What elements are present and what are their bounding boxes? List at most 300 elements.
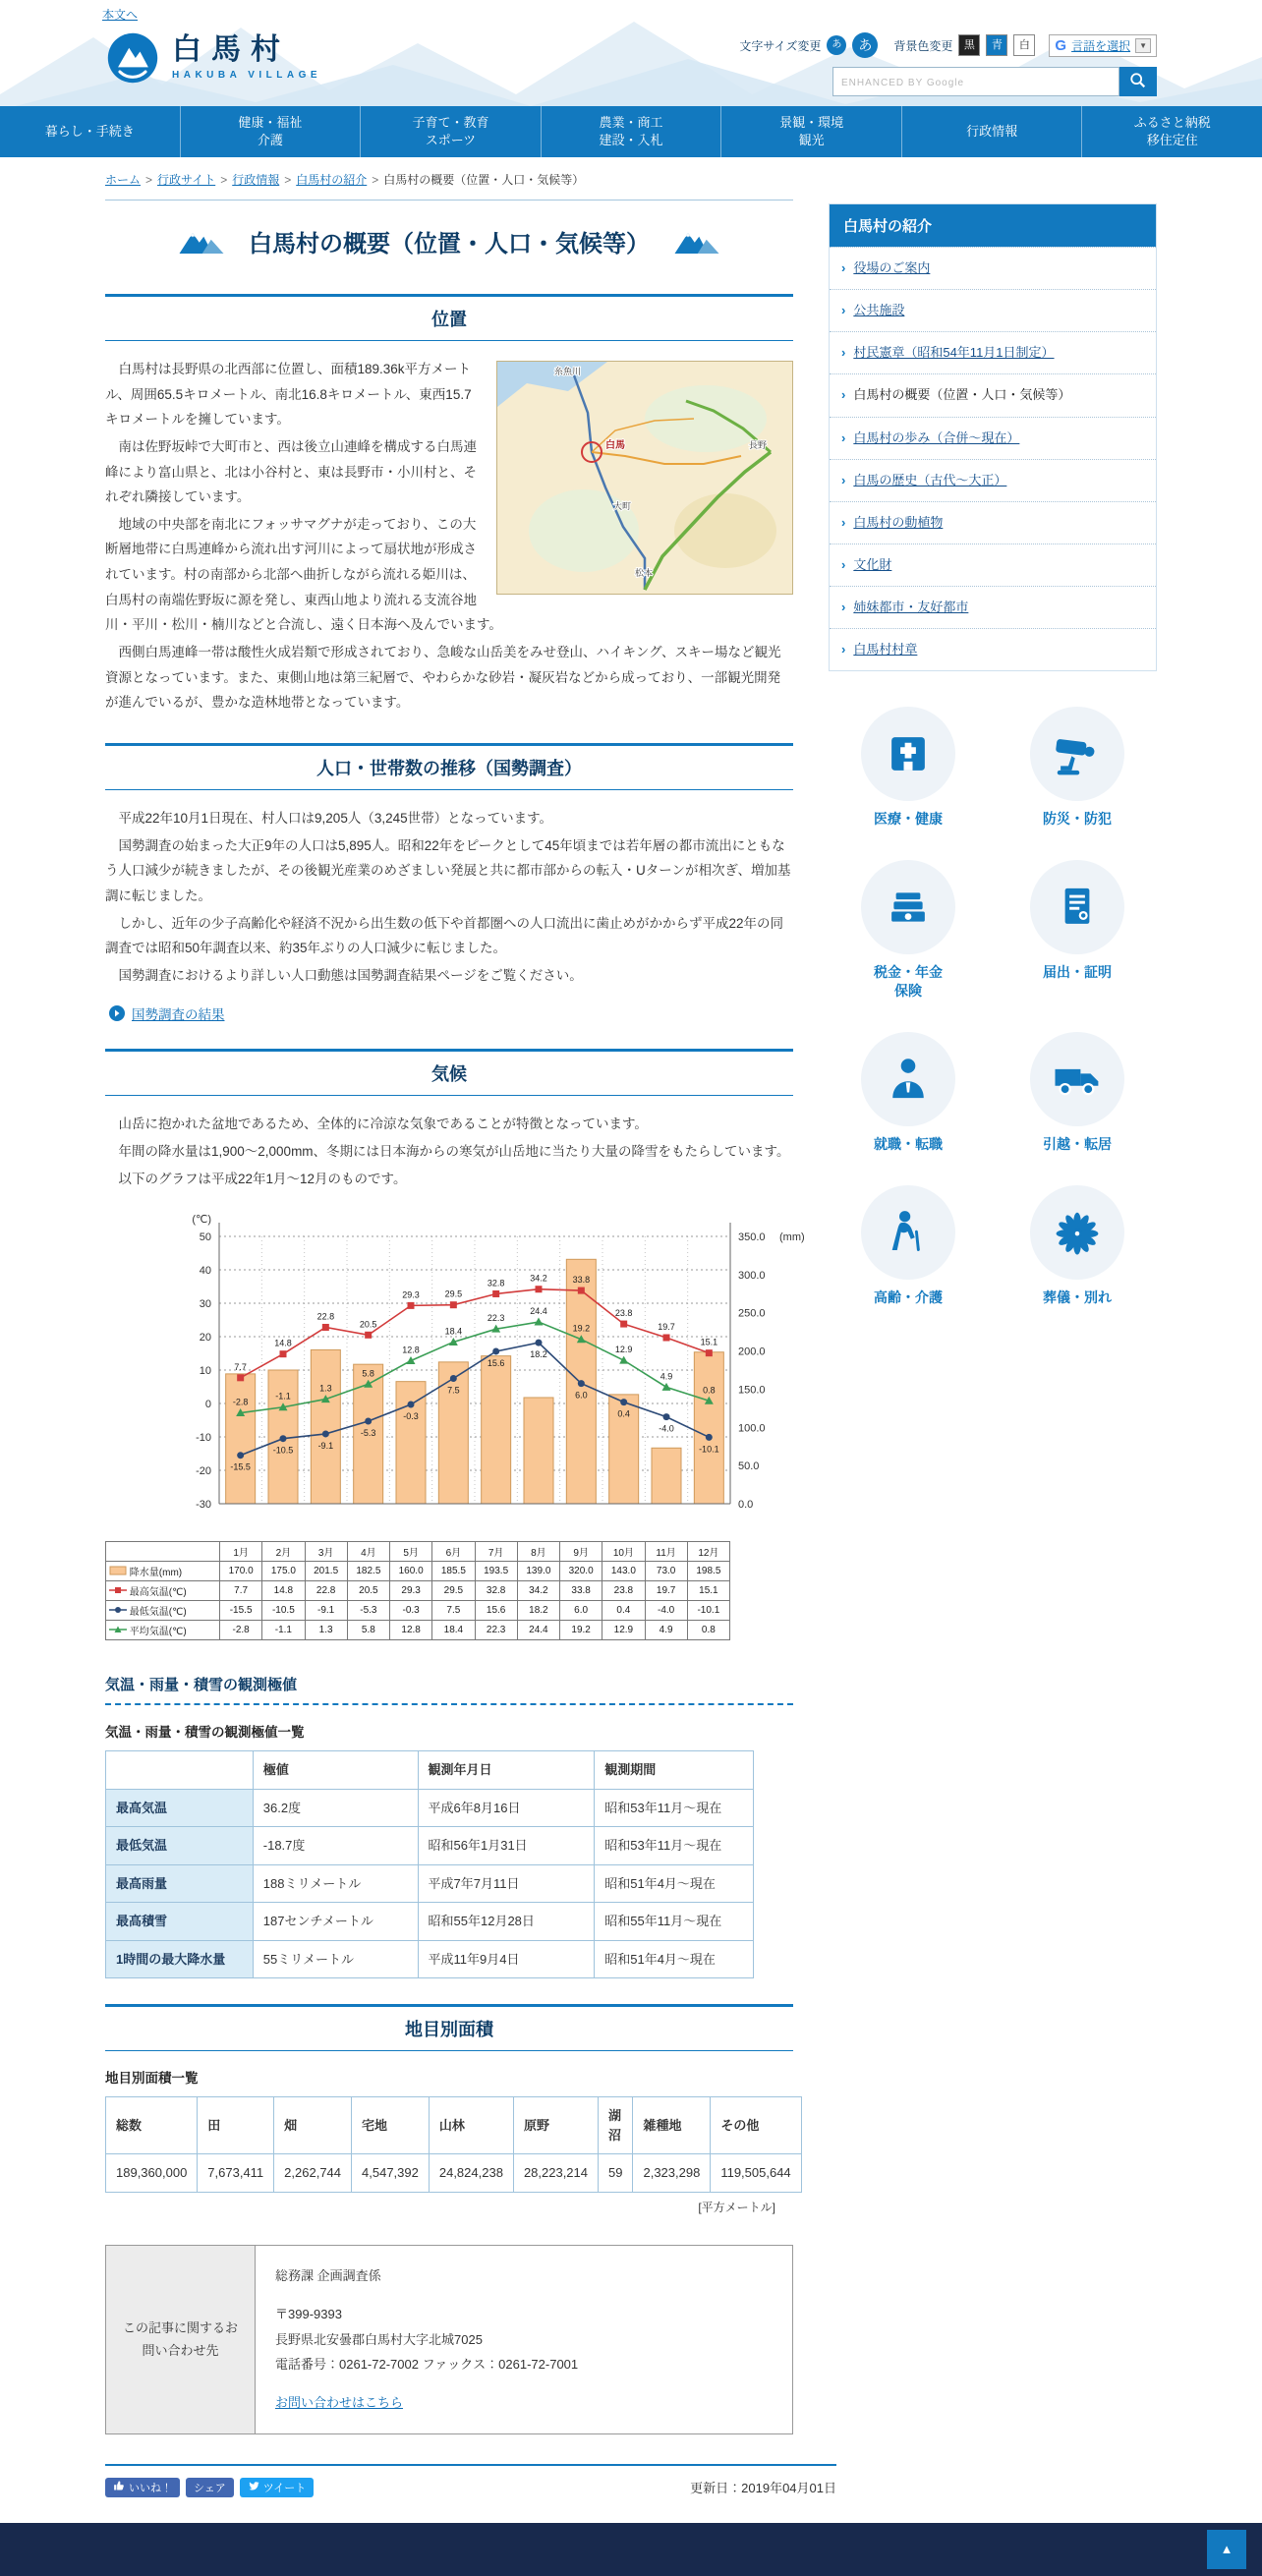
chart-table-month-header: 2月 bbox=[262, 1542, 305, 1562]
svg-text:12.9: 12.9 bbox=[614, 1345, 633, 1355]
svg-text:-10: -10 bbox=[196, 1432, 211, 1445]
sidebar bbox=[829, 194, 1157, 1307]
chart-table-value: -9.1 bbox=[305, 1601, 347, 1621]
chart-table-value: 7.7 bbox=[220, 1581, 262, 1601]
sidebar-item-link[interactable]: 役場のご案内 bbox=[853, 260, 931, 275]
chart-table-value: 1.3 bbox=[305, 1621, 347, 1640]
bg-white-button[interactable]: 白 bbox=[1013, 34, 1035, 56]
svg-text:-0.3: -0.3 bbox=[403, 1411, 419, 1422]
land-area-value: 189,360,000 bbox=[106, 2154, 198, 2193]
svg-text:15.6: 15.6 bbox=[487, 1358, 505, 1369]
sidebar-item[interactable] bbox=[830, 289, 1156, 331]
mountain-icon bbox=[673, 228, 720, 256]
sidebar-item-link[interactable]: 白馬村の動植物 bbox=[853, 514, 944, 530]
chart-table-value: 18.4 bbox=[432, 1621, 475, 1640]
svg-text:20.5: 20.5 bbox=[359, 1319, 377, 1330]
quick-link-label: 防災・防犯 bbox=[1043, 811, 1112, 828]
sidebar-item-link[interactable]: 白馬村の歩み（合併～現在） bbox=[853, 429, 1020, 445]
chart-table-value: 22.8 bbox=[305, 1581, 347, 1601]
security-camera-icon bbox=[1030, 707, 1124, 801]
access-map bbox=[496, 361, 793, 595]
contact-label: この記事に関するお問い合わせ先 bbox=[106, 2246, 256, 2433]
font-size-small-button[interactable]: あ bbox=[827, 35, 846, 55]
section-population bbox=[105, 743, 793, 1023]
chart-table-value: 5.8 bbox=[347, 1621, 389, 1640]
chart-table-value: -0.3 bbox=[390, 1601, 432, 1621]
svg-text:19.7: 19.7 bbox=[658, 1322, 675, 1333]
site-logo[interactable] bbox=[105, 30, 321, 86]
land-area-value: 4,547,392 bbox=[352, 2154, 430, 2193]
map-label: 白馬 bbox=[605, 440, 625, 451]
quick-link-label: 引越・転居 bbox=[1043, 1136, 1112, 1153]
svg-text:-30: -30 bbox=[196, 1499, 211, 1512]
land-area-value: 28,223,214 bbox=[513, 2154, 598, 2193]
sidebar-item[interactable] bbox=[830, 331, 1156, 373]
land-area-list-label: 地目別面積一覧 bbox=[105, 2071, 199, 2087]
header-controls bbox=[739, 27, 1157, 96]
facebook-share-button[interactable]: シェア bbox=[186, 2478, 234, 2497]
sidebar-item[interactable] bbox=[830, 586, 1156, 628]
contact-department: 総務課 企画調査係 bbox=[275, 2267, 381, 2283]
font-size-large-button[interactable]: あ bbox=[852, 32, 878, 58]
dropdown-arrow-icon[interactable]: ▼ bbox=[1135, 38, 1151, 53]
quick-link-todokede[interactable] bbox=[1030, 860, 1124, 1001]
nav-item-label: 観光 bbox=[798, 133, 825, 147]
extremes-column-header: 観測期間 bbox=[595, 1751, 754, 1790]
updated-date: 更新日：2019年04月01日 bbox=[690, 2481, 836, 2496]
chart-table-value: 33.8 bbox=[560, 1581, 602, 1601]
chart-table-value: 7.5 bbox=[432, 1601, 475, 1621]
extremes-cell: 平成11年9月4日 bbox=[418, 1940, 595, 1978]
main-navigation bbox=[0, 106, 1262, 157]
quick-link-label: 就職・転職 bbox=[874, 1136, 943, 1153]
chart-table-month-header: 12月 bbox=[687, 1542, 729, 1562]
chart-table-value: 19.2 bbox=[560, 1621, 602, 1640]
series-legend-marker bbox=[109, 1585, 127, 1595]
nav-item[interactable] bbox=[0, 106, 180, 157]
quick-link-medical[interactable] bbox=[861, 707, 955, 829]
land-area-column-header: 総数 bbox=[106, 2097, 198, 2154]
svg-text:50: 50 bbox=[199, 1231, 211, 1244]
chart-table-value: 14.8 bbox=[262, 1581, 305, 1601]
chart-table-series-label: 平均気温(℃) bbox=[106, 1621, 220, 1640]
chart-table-value: 139.0 bbox=[517, 1562, 559, 1581]
nav-item-label: 景観・環境 bbox=[779, 115, 844, 131]
contact-form-link[interactable]: お問い合わせはこちら bbox=[275, 2395, 404, 2411]
land-area-table bbox=[105, 2096, 802, 2193]
sidebar-item-link[interactable]: 公共施設 bbox=[853, 303, 905, 318]
chart-table-value: 4.9 bbox=[645, 1621, 687, 1640]
climate-paragraph: 年間の降水量は1,900～2,000mm、冬期には日本海からの寒気が山岳地に当たり大量の降雪をもたらしています。 bbox=[105, 1144, 790, 1160]
extremes-column-header: 観測年月日 bbox=[418, 1751, 595, 1790]
svg-text:0.4: 0.4 bbox=[617, 1409, 630, 1420]
extremes-cell: -18.7度 bbox=[253, 1827, 418, 1865]
land-area-column-header: 原野 bbox=[513, 2097, 598, 2154]
quick-link-tax[interactable] bbox=[861, 860, 955, 1001]
page-bottom bbox=[105, 2464, 1157, 2497]
svg-text:24.4: 24.4 bbox=[530, 1306, 547, 1317]
tweet-button[interactable]: ツイート bbox=[240, 2478, 314, 2497]
page-title-block bbox=[105, 200, 793, 268]
svg-text:1.3: 1.3 bbox=[319, 1383, 332, 1394]
svg-text:29.5: 29.5 bbox=[444, 1289, 463, 1300]
breadcrumb-link[interactable]: 白馬村の紹介 bbox=[296, 173, 368, 187]
chart-table-value: -4.0 bbox=[645, 1601, 687, 1621]
money-icon bbox=[861, 860, 955, 954]
chevron-right-icon: › bbox=[841, 514, 846, 530]
land-area-heading: 地目別面積 bbox=[105, 2004, 793, 2051]
site-footer bbox=[0, 2523, 1262, 2576]
section-extremes bbox=[105, 1674, 793, 1978]
logo-text bbox=[172, 35, 321, 81]
sidebar-item[interactable] bbox=[830, 501, 1156, 544]
svg-text:-10.5: -10.5 bbox=[272, 1446, 294, 1457]
svg-text:22.3: 22.3 bbox=[487, 1313, 505, 1324]
chart-table-month-header: 5月 bbox=[390, 1542, 432, 1562]
census-result-link[interactable]: 国勢調査の結果 bbox=[132, 1007, 225, 1023]
land-area-column-header: 雑種地 bbox=[633, 2097, 711, 2154]
quick-link-job[interactable] bbox=[861, 1032, 955, 1154]
svg-text:15.1: 15.1 bbox=[700, 1338, 718, 1348]
breadcrumb-current: 白馬村の概要（位置・人口・気候等） bbox=[383, 173, 585, 187]
page-title: 白馬村の概要（位置・人口・気候等） bbox=[249, 231, 650, 258]
series-legend-marker bbox=[109, 1625, 127, 1634]
site-search bbox=[832, 67, 1157, 96]
land-area-value: 59 bbox=[599, 2154, 633, 2193]
worker-icon bbox=[861, 1032, 955, 1126]
svg-text:40: 40 bbox=[199, 1265, 211, 1278]
svg-text:(℃): (℃) bbox=[192, 1214, 211, 1227]
extremes-cell: 36.2度 bbox=[253, 1789, 418, 1827]
section-land-area bbox=[105, 2004, 793, 2215]
chart-table-series-label: 降水量(mm) bbox=[106, 1562, 220, 1581]
nav-item[interactable] bbox=[901, 106, 1082, 157]
font-size-label: 文字サイズ変更 bbox=[739, 38, 822, 53]
moving-truck-icon bbox=[1030, 1032, 1124, 1126]
chart-table-value: 175.0 bbox=[262, 1562, 305, 1581]
svg-text:-2.8: -2.8 bbox=[232, 1397, 249, 1407]
chart-table-value: 24.4 bbox=[517, 1621, 559, 1640]
chart-table-value: 201.5 bbox=[305, 1562, 347, 1581]
population-paragraph: 国勢調査の始まった大正9年の人口は5,895人。昭和22年をピークとして45年頃までは若年層の都市流出にともなう人口減少が続きましたが、その後観光産業のめざましい発展と共に都市部からの転入・Uターンが相次ぎ、増加基調に転じました。 bbox=[105, 837, 791, 903]
sidebar-current-item: 白馬村の概要（位置・人口・気候等） bbox=[853, 387, 1071, 403]
site-title: 白馬村 bbox=[172, 33, 290, 66]
series-legend-marker bbox=[109, 1605, 127, 1615]
breadcrumb-separator: > bbox=[284, 173, 292, 187]
breadcrumb-link[interactable]: 行政サイト bbox=[157, 173, 216, 187]
extremes-cell: 平成7年7月11日 bbox=[418, 1864, 595, 1903]
land-area-column-header: 畑 bbox=[274, 2097, 352, 2154]
svg-text:250.0: 250.0 bbox=[738, 1308, 766, 1321]
svg-text:10: 10 bbox=[199, 1365, 211, 1378]
nav-item[interactable] bbox=[1081, 106, 1262, 157]
extremes-cell: 昭和53年11月～現在 bbox=[595, 1827, 754, 1865]
section-location bbox=[105, 294, 793, 717]
extremes-list-label: 気温・雨量・積雪の観測極値一覧 bbox=[105, 1725, 305, 1741]
svg-text:0.0: 0.0 bbox=[738, 1499, 754, 1512]
thumbs-up-icon bbox=[113, 2480, 125, 2494]
contact-box bbox=[105, 2245, 793, 2434]
chart-table-value: 198.5 bbox=[687, 1562, 729, 1581]
quick-link-move[interactable] bbox=[1030, 1032, 1124, 1154]
svg-text:350.0: 350.0 bbox=[738, 1231, 766, 1244]
sidebar-item-link[interactable]: 文化財 bbox=[853, 556, 892, 572]
chart-table-value: -5.3 bbox=[347, 1601, 389, 1621]
extremes-row-header: 最低気温 bbox=[106, 1827, 254, 1865]
quick-link-label: 高齢・介護 bbox=[874, 1288, 943, 1305]
chart-table-value: 32.8 bbox=[475, 1581, 517, 1601]
quick-link-bousai[interactable] bbox=[1030, 707, 1124, 829]
chart-table-value: -10.5 bbox=[262, 1601, 305, 1621]
chart-table-value: 170.0 bbox=[220, 1562, 262, 1581]
chart-table-series-label: 最低気温(℃) bbox=[106, 1601, 220, 1621]
svg-text:100.0: 100.0 bbox=[738, 1422, 766, 1435]
nav-item-label: 健康・福祉 bbox=[238, 115, 303, 131]
svg-text:7.7: 7.7 bbox=[234, 1362, 247, 1373]
land-area-value: 24,824,238 bbox=[429, 2154, 513, 2193]
svg-text:50.0: 50.0 bbox=[738, 1460, 760, 1473]
land-area-column-header: 山林 bbox=[429, 2097, 513, 2154]
quick-link-grid bbox=[829, 707, 1157, 1306]
location-paragraph: 西側白馬連峰一帯は酸性火成岩類で形成されており、急峻な山岳美をみせ登山、ハイキング、スキー場など観光資源となっています。また、東側山地は第三紀層で、やわらかな砂岩・凝灰岩などから成っており、一部観光開発が進んでいるが、豊かな造林地帯となっています。 bbox=[105, 645, 781, 711]
chart-table-series-label: 最高気温(℃) bbox=[106, 1581, 220, 1601]
bg-black-button[interactable]: 黒 bbox=[958, 34, 980, 56]
chart-table-value: -15.5 bbox=[220, 1601, 262, 1621]
chart-table-month-header: 4月 bbox=[347, 1542, 389, 1562]
svg-text:33.8: 33.8 bbox=[572, 1275, 591, 1286]
search-icon bbox=[1129, 72, 1147, 92]
climate-heading: 気候 bbox=[105, 1049, 793, 1096]
sidebar-item-link[interactable]: 村民憲章（昭和54年11月1日制定） bbox=[853, 345, 1055, 361]
quick-link-label: 税金・年金 保険 bbox=[874, 964, 943, 1000]
svg-text:-9.1: -9.1 bbox=[317, 1441, 334, 1452]
svg-text:-4.0: -4.0 bbox=[659, 1423, 674, 1434]
climate-chart-wrap bbox=[105, 1207, 805, 1640]
svg-text:0.8: 0.8 bbox=[703, 1385, 716, 1396]
svg-text:-10.1: -10.1 bbox=[699, 1444, 719, 1455]
sidebar-item-link[interactable]: 白馬の歴史（古代～大正） bbox=[853, 472, 1007, 487]
contact-address: 長野県北安曇郡白馬村大字北城7025 bbox=[275, 2331, 483, 2347]
contact-phone: 電話番号：0261-72-7002 ファックス：0261-72-7001 bbox=[275, 2356, 579, 2372]
chevron-right-icon: › bbox=[841, 387, 846, 403]
chart-table-month-header: 6月 bbox=[432, 1542, 475, 1562]
hospital-icon bbox=[861, 707, 955, 801]
nav-item[interactable] bbox=[541, 106, 721, 157]
land-area-column-header: 宅地 bbox=[352, 2097, 430, 2154]
chart-table-value: 6.0 bbox=[560, 1601, 602, 1621]
population-paragraph: 国勢調査におけるより詳しい人口動態は国勢調査結果ページをご覧ください。 bbox=[105, 967, 583, 983]
extremes-column-header: 極値 bbox=[253, 1751, 418, 1790]
extremes-cell: 55ミリメートル bbox=[253, 1940, 418, 1978]
quick-link-kourei[interactable] bbox=[861, 1185, 955, 1307]
population-heading: 人口・世帯数の推移（国勢調査） bbox=[105, 743, 793, 790]
sidebar-item-link[interactable]: 白馬村村章 bbox=[853, 642, 918, 658]
breadcrumb bbox=[105, 171, 1157, 188]
land-area-unit-note: [平方メートル] bbox=[698, 2200, 775, 2214]
nav-item-label: 子育て・教育 bbox=[412, 115, 489, 131]
extremes-table bbox=[105, 1750, 754, 1978]
sidebar-item[interactable] bbox=[830, 247, 1156, 289]
extremes-row-header: 1時間の最大降水量 bbox=[106, 1940, 254, 1978]
search-input[interactable] bbox=[832, 67, 1119, 96]
nav-item-label: 農業・商工 bbox=[599, 115, 663, 131]
location-heading: 位置 bbox=[105, 294, 793, 341]
land-area-column-header: 田 bbox=[198, 2097, 274, 2154]
chart-table-value: 23.8 bbox=[602, 1581, 645, 1601]
elderly-cane-icon bbox=[861, 1185, 955, 1280]
chevron-right-icon: › bbox=[841, 260, 846, 275]
back-to-top-button[interactable] bbox=[1207, 2530, 1246, 2569]
chart-table-value: 29.5 bbox=[432, 1581, 475, 1601]
chevron-right-icon: › bbox=[841, 600, 846, 615]
land-area-value: 2,262,744 bbox=[274, 2154, 352, 2193]
svg-text:6.0: 6.0 bbox=[575, 1390, 588, 1401]
svg-text:29.3: 29.3 bbox=[402, 1289, 420, 1300]
up-arrow-icon: ▲ bbox=[1220, 2542, 1233, 2557]
contact-postal: 〒399-9393 bbox=[275, 2307, 342, 2322]
sidebar-item bbox=[830, 373, 1156, 416]
svg-text:14.8: 14.8 bbox=[274, 1339, 292, 1349]
nav-item-label: 建設・入札 bbox=[599, 133, 663, 147]
logo-mountain-icon bbox=[105, 30, 160, 86]
sidebar-item[interactable] bbox=[830, 417, 1156, 459]
chart-table-month-header: 8月 bbox=[517, 1542, 559, 1562]
chevron-right-icon: › bbox=[841, 556, 846, 572]
facebook-like-button[interactable]: いいね！ bbox=[105, 2478, 180, 2497]
circle-arrow-icon bbox=[109, 1005, 125, 1021]
sidebar-item[interactable] bbox=[830, 628, 1156, 670]
chart-table-month-header: 9月 bbox=[560, 1542, 602, 1562]
extremes-cell: 昭和55年11月～現在 bbox=[595, 1903, 754, 1941]
extremes-row-header: 最高雨量 bbox=[106, 1864, 254, 1903]
chart-table-value: 320.0 bbox=[560, 1562, 602, 1581]
svg-text:300.0: 300.0 bbox=[738, 1270, 766, 1283]
site-subtitle: HAKUBA VILLAGE bbox=[172, 70, 322, 81]
chart-table-corner bbox=[106, 1542, 220, 1562]
extremes-column-header bbox=[106, 1751, 254, 1790]
svg-text:12.8: 12.8 bbox=[402, 1345, 420, 1355]
chart-table-value: -10.1 bbox=[687, 1601, 729, 1621]
climate-paragraph: 以下のグラフは平成22年1月～12月のものです。 bbox=[105, 1171, 407, 1186]
chart-table-value: 12.9 bbox=[602, 1621, 645, 1640]
skip-to-content-link[interactable]: 本文へ bbox=[102, 8, 139, 22]
climate-chart bbox=[105, 1207, 805, 1539]
chart-table-value: -2.8 bbox=[220, 1621, 262, 1640]
svg-text:-1.1: -1.1 bbox=[275, 1392, 291, 1402]
nav-item-label: 暮らし・手続き bbox=[44, 124, 135, 140]
sidebar-item-link[interactable]: 姉妹都市・友好都市 bbox=[853, 600, 969, 615]
main-content bbox=[105, 194, 805, 2434]
language-select-label[interactable]: 言語を選択 bbox=[1071, 38, 1131, 53]
chart-table-value: 12.8 bbox=[390, 1621, 432, 1640]
search-button[interactable] bbox=[1119, 67, 1157, 96]
extremes-row-header: 最高積雪 bbox=[106, 1903, 254, 1941]
sidebar-item[interactable] bbox=[830, 459, 1156, 501]
climate-chart-container bbox=[105, 1207, 805, 1542]
nav-item[interactable] bbox=[360, 106, 541, 157]
breadcrumb-link[interactable]: ホーム bbox=[105, 173, 142, 187]
svg-text:19.2: 19.2 bbox=[572, 1324, 591, 1335]
svg-text:20: 20 bbox=[199, 1332, 211, 1345]
extremes-heading: 気温・雨量・積雪の観測極値 bbox=[105, 1674, 793, 1705]
svg-text:18.4: 18.4 bbox=[444, 1326, 463, 1337]
chart-table-month-header: 1月 bbox=[220, 1542, 262, 1562]
svg-text:18.2: 18.2 bbox=[530, 1349, 547, 1360]
nav-item[interactable] bbox=[720, 106, 901, 157]
extremes-cell: 昭和53年11月～現在 bbox=[595, 1789, 754, 1827]
land-area-value: 2,323,298 bbox=[633, 2154, 711, 2193]
breadcrumb-separator: > bbox=[145, 173, 153, 187]
bg-blue-button[interactable]: 青 bbox=[986, 34, 1007, 56]
nav-item-label: 移住定住 bbox=[1146, 133, 1198, 147]
svg-text:5.8: 5.8 bbox=[362, 1368, 374, 1379]
chevron-right-icon: › bbox=[841, 345, 846, 361]
population-paragraph: しかし、近年の少子高齢化や経済不況から出生数の低下や首都圏への人口流出に歯止めがかからず平成22年の同調査では昭和50年調査以来、約35年ぶりの人口減少に転じました。 bbox=[105, 915, 784, 956]
chart-table-value: 185.5 bbox=[432, 1562, 475, 1581]
svg-text:32.8: 32.8 bbox=[487, 1278, 505, 1288]
google-logo-icon: G bbox=[1055, 36, 1067, 54]
land-area-value: 7,673,411 bbox=[198, 2154, 274, 2193]
breadcrumb-separator: > bbox=[220, 173, 228, 187]
chart-table-value: 73.0 bbox=[645, 1562, 687, 1581]
certificate-icon bbox=[1030, 860, 1124, 954]
quick-link-label: 届出・証明 bbox=[1043, 964, 1112, 981]
nav-item-label: スポーツ bbox=[425, 133, 477, 147]
bg-color-label: 背景色変更 bbox=[893, 38, 953, 53]
chart-table-value: 15.1 bbox=[687, 1581, 729, 1601]
chart-table-value: 0.8 bbox=[687, 1621, 729, 1640]
land-area-column-header: 湖沼 bbox=[599, 2097, 633, 2154]
map-label: 松本 bbox=[635, 568, 654, 578]
nav-item-label: 介護 bbox=[257, 133, 283, 147]
chevron-right-icon: › bbox=[841, 429, 846, 445]
quick-link-label: 医療・健康 bbox=[874, 811, 943, 828]
chart-table-value: 160.0 bbox=[390, 1562, 432, 1581]
chevron-right-icon: › bbox=[841, 303, 846, 318]
svg-text:22.8: 22.8 bbox=[316, 1311, 335, 1322]
chart-table-value: 143.0 bbox=[602, 1562, 645, 1581]
chart-table-value: 29.3 bbox=[390, 1581, 432, 1601]
breadcrumb-separator: > bbox=[372, 173, 379, 187]
chart-table-value: 20.5 bbox=[347, 1581, 389, 1601]
quick-link-sougi[interactable] bbox=[1030, 1185, 1124, 1307]
svg-text:(mm): (mm) bbox=[779, 1231, 805, 1244]
chart-table-month-header: 11月 bbox=[645, 1542, 687, 1562]
extremes-row-header: 最高気温 bbox=[106, 1789, 254, 1827]
chart-table-value: 19.7 bbox=[645, 1581, 687, 1601]
mountain-icon bbox=[178, 228, 225, 256]
extremes-cell: 昭和51年4月～現在 bbox=[595, 1940, 754, 1978]
quick-link-label: 葬儀・別れ bbox=[1043, 1288, 1112, 1305]
chart-table-month-header: 10月 bbox=[602, 1542, 645, 1562]
location-paragraph: 南は佐野坂峠で大町市と、西は後立山連峰を構成する白馬連峰により富山県と、北は小谷村と、東は長野市・小川村と、それぞれ隣接しています。 bbox=[105, 438, 477, 505]
nav-item[interactable] bbox=[180, 106, 361, 157]
svg-text:7.5: 7.5 bbox=[447, 1385, 460, 1396]
chrysanthemum-icon bbox=[1030, 1185, 1124, 1280]
breadcrumb-link[interactable]: 行政情報 bbox=[232, 173, 280, 187]
chevron-right-icon: › bbox=[841, 472, 846, 487]
svg-text:-20: -20 bbox=[196, 1465, 211, 1478]
precipitation-legend-swatch bbox=[109, 1566, 127, 1575]
language-select-widget[interactable] bbox=[1049, 34, 1157, 57]
chart-table-value: 182.5 bbox=[347, 1562, 389, 1581]
map-label: 糸魚川 bbox=[554, 367, 582, 376]
sidebar-item[interactable] bbox=[830, 544, 1156, 586]
svg-text:200.0: 200.0 bbox=[738, 1345, 766, 1358]
chart-table-value: -1.1 bbox=[262, 1621, 305, 1640]
extremes-cell: 昭和51年4月～現在 bbox=[595, 1864, 754, 1903]
map-label: 長野 bbox=[749, 440, 768, 450]
